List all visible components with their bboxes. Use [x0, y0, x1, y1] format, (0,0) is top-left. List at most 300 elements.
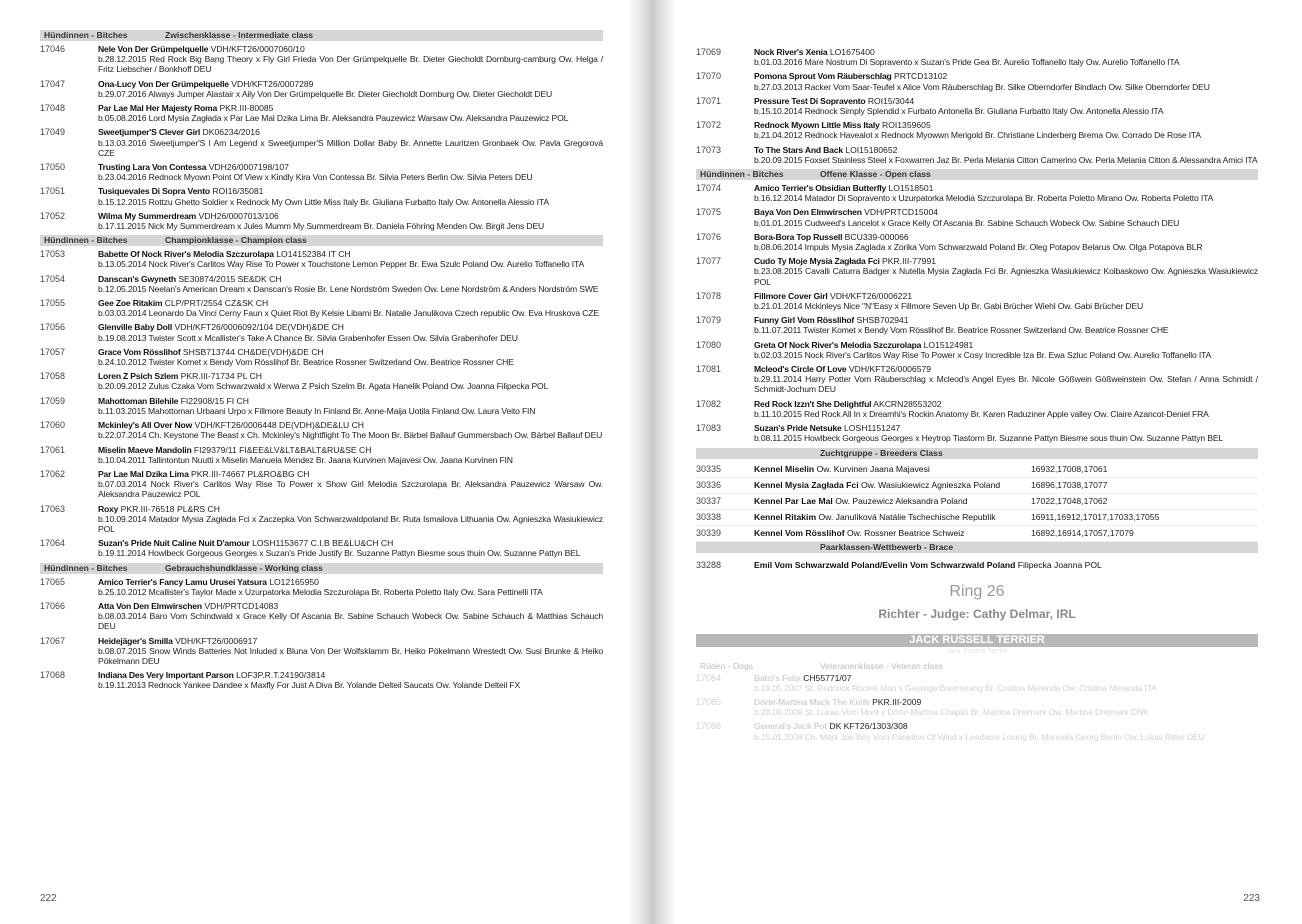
catalog-entry [40, 79, 603, 99]
catalog-entry [40, 670, 603, 690]
dog-name: Roxy [98, 503, 119, 514]
entry-title-line [98, 636, 603, 646]
entry-body [98, 211, 603, 231]
pedigree-details: b.21.01.2014 Mckinleys Nice "N"Easy x Fillmore Seven Up Br. Gabi Brücher Wiehl Ow. Gabi Brücher DEU [754, 301, 1144, 312]
dog-name: Amico Terrier's Obsidian Butterfly [754, 183, 887, 194]
entry-title-line [754, 207, 1258, 217]
entry-body [98, 44, 603, 75]
section-class-label: Championklasse - Champion class [165, 235, 307, 246]
kennel-owner: Ow. Pauzewicz Aleksandra Poland [835, 495, 968, 506]
pedigree-details: b.27.03.2013 Racker Vom Saar-Teufel x Alice Vom Räuberschlag Br. Silke Oberndorfer Bindlach Ow. Silke Oberndorfer DEU [754, 81, 1210, 92]
entry-body [98, 103, 603, 123]
dog-name: Babette Of Nock River's Melodia Szczurolapa [98, 249, 274, 260]
entry-body [754, 207, 1258, 227]
entry-title-line [754, 71, 1258, 81]
dog-name: Atta Von Den Elmwirschen [98, 600, 202, 611]
entry-body [98, 186, 603, 206]
entry-title-line [98, 420, 603, 430]
entry-number: 30339 [696, 527, 722, 538]
entry-body [98, 396, 603, 416]
registration-number: LOSH1153677 C.I.B BE&LU&CH CH [252, 538, 394, 549]
breeders-group-row [696, 526, 1258, 542]
catalog-entry [40, 322, 603, 342]
catalog-entry [696, 256, 1258, 287]
entry-number: 17081 [696, 364, 722, 375]
catalog-entry [696, 183, 1258, 203]
entry-title-line [98, 538, 603, 548]
entry-body [98, 322, 603, 342]
registration-number: AKCRN28553202 [873, 398, 942, 409]
registration-number: LO1518501 [888, 183, 934, 194]
section-class-label: Offene Klasse - Open class [820, 169, 931, 180]
entry-title-line [754, 96, 1258, 106]
class-section-header [40, 563, 603, 574]
page-number-left: 222 [40, 893, 57, 904]
catalog-entry [696, 315, 1258, 335]
entry-title-line [754, 721, 1258, 731]
kennel-name: Kennel Par Lae Mal [754, 495, 833, 506]
registration-number: BCU339-000066 [844, 231, 909, 242]
pedigree-details: b.12.05.2015 Neelan's American Dream x Danscan's Rosie Br. Lene Nordström Sweden Ow. Lene Nordström & Anders Nordström SWE [98, 283, 599, 294]
entry-number: 17050 [40, 162, 66, 173]
faded-class-header [696, 660, 1258, 673]
entry-body [98, 298, 603, 318]
pedigree-details: b.01.03.2016 Mare Nostrum Di Sopravento x Suzan's Pride Gea Br. Aurelio Toffanello Italy Ow. Aurelio Toffanello ITA [754, 57, 1180, 68]
entry-body [98, 162, 603, 182]
dog-name: Nele Von Der Grümpelquelle [98, 44, 209, 54]
brace-name-line [754, 557, 1102, 573]
pedigree-details: b.15.12.2015 Rottzu Ghetto Soldier x Rednock My Own Little Miss Italy Br. Giuliana Furbatto Italy Ow. Antonella Alessio ITA [98, 196, 549, 207]
pedigree-details: b.15.01.2008 Ch. Mark Joe Boy Vom Paradise Of Wind x Leadacre Loving Br. Manuela Georg Berlin Ow. Lukas Ritter DEU [754, 731, 1205, 742]
catalog-entry [696, 399, 1258, 419]
registration-number: LO1675400 [829, 47, 875, 57]
pedigree-details: b.19.08.2013 Twister Scott x Mcallister's Take A Chance Br. Silvia Grabenhofer Essen Ow. Silvia Grabenhofer DEU [98, 332, 518, 343]
dog-name: Danscan's Gwyneth [98, 273, 176, 284]
kennel-owner: Ow. Janulíková Natálie Tschechische Republik [818, 511, 996, 522]
pedigree-details: b.21.04.2012 Rednock Havealot x Rednock Myowwn Merigold Br. Christiane Linderberg Brema Ow. Corrado De Rose ITA [754, 130, 1202, 141]
registration-number: VDH/KFT26/0006221 [829, 290, 913, 301]
pedigree-details: b.13.05.2014 Nock River's Carlitos Way Rise To Power x Touchstone Lemon Pepper Br. Ewa Szulc Poland Ow. Aurelio Toffanello ITA [98, 259, 585, 270]
pedigree-details: b.17.11.2015 Nick My Summerdream x Jules Mumm My Summerdream Br. Daniela Föhring Menden Ow. Birgit Jens DEU [98, 221, 545, 232]
entry-title-line [754, 697, 1258, 707]
breeders-group-row [696, 494, 1258, 510]
entry-body [754, 697, 1258, 717]
entry-number: 30336 [696, 479, 722, 490]
entry-number: 17076 [696, 231, 722, 242]
pedigree-details: b.23.08.2015 Cavalli Caturra Badger x Nutella Mysia Zagłada Fci Br. Agnieszka Wasiukiewicz Kolbaskowo Ow. Agnieszka Wasiukiewicz POL [754, 266, 1258, 287]
pedigree-details: b.02.03.2015 Nock River's Carlitos Way Rise To Power x Cosy Incredible Iza Br. Ewa Szluc Poland Ow. Aurelio Toffanello ITA [754, 349, 1212, 360]
catalog-entry [696, 96, 1258, 116]
pedigree-details: b.03.03.2014 Leonardo Da Vinci Cerny Faun x Quiet Riot By Kelsie Libami Br. Natalie Janulikova Czech republic Ow. Eva Hruskova CZE [98, 308, 600, 319]
entry-body [754, 423, 1258, 443]
catalog-entry [696, 673, 1258, 693]
entry-body [754, 232, 1258, 252]
entry-body [754, 364, 1258, 395]
catalog-entry [40, 347, 603, 367]
entry-body [98, 274, 603, 294]
pedigree-details: b.19.05.2007 St. Rednock Rocket Man x Gaywige Boomerang Br. Cristina Merenda Ow. Cristina Merenda ITA [754, 682, 1157, 693]
entry-body [754, 340, 1258, 360]
entry-number: 17074 [696, 183, 722, 194]
entry-title-line [754, 673, 1258, 683]
entry-number: 17065 [40, 576, 66, 587]
left-catalog-column [40, 30, 603, 695]
entry-number: 30335 [696, 463, 722, 474]
catalog-entry [696, 697, 1258, 717]
dog-name: Miselin Maeve Mandolin [98, 444, 192, 455]
entry-title-line [98, 322, 603, 332]
breed-subtitle: Jack Russell Terrier [946, 647, 1008, 655]
registration-number: PKR.III-80085 [219, 103, 274, 114]
brace-name: Emil Vom Schwarzwald Poland/Evelin Vom Schwarzwald Poland [754, 559, 1016, 570]
catalog-entry [696, 340, 1258, 360]
pedigree-details: b.11.10.2015 Red Rock All In x Dreamhi's Rockin Anatomy Br. Karen Raduziner Apple valley Ow. Claire Azancot-Deniel FRA [754, 408, 1209, 419]
left-page [0, 0, 628, 924]
class-section-header [40, 30, 603, 41]
entry-body [98, 79, 603, 99]
entry-number: 17051 [40, 186, 66, 197]
right-page [676, 0, 1302, 924]
pedigree-details: b.10.04.2011 Tallintontun Nuutti x Miselin Manuela Mendez Br. Jaana Kurvinen Majavesi Ow. Jaana Kurvinen FIN [98, 454, 513, 465]
registration-number: FI22908/15 FI CH [180, 395, 249, 406]
catalog-entry [696, 47, 1258, 67]
entry-body [98, 538, 603, 558]
pedigree-details: b.08.11.2015 Howlbeck Gorgeous Georges x Heytrop Tiastorm Br. Suzanne Pattyn Biesme sous thuin Ow. Suzanne Pattyn BEL [754, 433, 1224, 444]
catalog-entry [40, 445, 603, 465]
catalog-entry [696, 145, 1258, 165]
catalog-entry [40, 274, 603, 294]
catalog-entry [40, 162, 603, 182]
catalog-entry [40, 420, 603, 440]
entry-number: 17057 [40, 346, 66, 357]
brace-entry [696, 557, 1258, 573]
entry-title-line [98, 274, 603, 284]
entry-body [98, 504, 603, 535]
pedigree-details: b.28.12.2015 Red Rock Big Bang Theory x Fly Girl Frieda Von Der Grümpelquelle Br. Dieter Giecholdt Dornburg-camburg Ow. Helga / Fritz Liebscher / Bonkhoff DEU [98, 54, 603, 75]
section-sex-label: Hündinnen - Bitches [44, 562, 128, 573]
dog-name: Dörte-Martina Mack The Knife [754, 696, 870, 707]
catalog-entry [40, 298, 603, 318]
entry-title-line [98, 577, 603, 587]
pedigree-details: b.25.10.2012 Mcallister's Taylor Made x Uzurpatorka Melodia Szczurolapa Br. Roberta Poletto Italy Ow. Sara Pettinelli ITA [98, 586, 543, 597]
pedigree-details: b.07.03.2014 Nock River's Carlitos Way Rise To Power x Show Girl Melodia Szczurolapa Br. Aleksandra Pauzewicz Warsaw Ow. Aleksandra Pauzewicz POL [98, 479, 603, 500]
registration-number: ROI15/3044 [867, 95, 915, 106]
entry-number: 17056 [40, 322, 66, 333]
entry-number: 17066 [40, 600, 66, 611]
entry-number: 17053 [40, 249, 66, 260]
kennel-dog-numbers: 16932,17008,17061 [1031, 463, 1108, 474]
pedigree-details: b.11.07.2011 Twister Komet x Bendy Vom Rösslihof Br. Beatrice Rossner Switzerland Ow. Beatrice Rossner CHE [754, 325, 1169, 336]
registration-number: VDH/PRTCD14083 [204, 600, 279, 611]
catalog-entry [696, 120, 1258, 140]
dog-name: General's Jack Pot [754, 721, 827, 732]
pedigree-details: b.10.09.2014 Matador Mysia Zagłada Fci x Zaczepka Von Schwarzwaldpoland Br. Ruta Ismailova Lithuania Ow. Agnieszka Wasiukiewicz POL [98, 513, 603, 534]
pedigree-details: b.11.03.2015 Mahottoman Urbaani Urpo x Fillmore Beauty In Finland Br. Anne-Maija Uotila Finland Ow. Laura Veito FIN [98, 405, 536, 416]
entry-body [98, 371, 603, 391]
kennel-name-line [754, 462, 930, 477]
class-section-header [40, 235, 603, 246]
catalog-entry [40, 127, 603, 158]
class-section-header [696, 448, 1258, 459]
kennel-owner: Ow. Wasiukiewicz Agnieszka Poland [860, 479, 1001, 490]
catalog-entry [40, 249, 603, 269]
entry-number: 17054 [40, 273, 66, 284]
catalog-entry [40, 396, 603, 416]
kennel-name: Kennel Ritakim [754, 511, 817, 522]
catalog-entry [40, 577, 603, 597]
entry-title-line [98, 79, 603, 89]
section-class-label: Zuchtgruppe - Breeders Class [820, 447, 943, 458]
entry-title-line [98, 103, 603, 113]
entry-number: 17048 [40, 103, 66, 114]
dog-name: Suzan's Pride Nuit Caline Nuit D'amour [98, 538, 250, 549]
registration-number: ROI1359605 [881, 120, 931, 131]
pedigree-details: b.20.09.2012 Zulus Czaka Vom Schwarzwald x Werwa Z Psich Szelm Br. Agata Hanelik Poland Ow. Joanna Filipecka POL [98, 381, 549, 392]
entry-title-line [98, 347, 603, 357]
kennel-owner: Ow. Rossner Beatrice Schweiz [846, 527, 965, 538]
registration-number: VDH/KFT26/0007060/10 [210, 44, 305, 54]
catalog-entry [696, 71, 1258, 91]
entry-number: 17077 [696, 256, 722, 267]
entry-body [754, 315, 1258, 335]
entry-title-line [754, 120, 1258, 130]
registration-number: LOI15180652 [845, 144, 898, 155]
pedigree-details: b.23.04.2016 Rednock Myown Point Of View x Kindly Kira Von Contessa Br. Silvia Peters Berlin Ow. Silvia Peters DEU [98, 172, 533, 183]
entry-body [98, 636, 603, 667]
dog-name: Cudo Ty Moje Mysia Zagłada Fci [754, 256, 880, 267]
dog-name: Ona-Lucy Von Der Grümpelquelle [98, 78, 229, 89]
entry-title-line [98, 249, 603, 259]
pedigree-details: b.16.12.2014 Matador Di Sopravento x Uzurpatorka Melodia Szczurolapa Br. Roberta Poletto Mirano Ow. Roberta Poletto ITA [754, 193, 1214, 204]
breed-title-bar: JACK RUSSELL TERRIER [696, 634, 1258, 647]
entry-title-line [98, 211, 603, 221]
entry-title-line [98, 127, 603, 137]
registration-number: LO14152384 IT CH [276, 249, 351, 260]
right-catalog-column [696, 47, 1258, 746]
dog-name: Loren Z Psich Szlem [98, 371, 179, 382]
catalog-entry [40, 601, 603, 632]
entry-number: 17085 [696, 696, 722, 707]
entry-body [98, 601, 603, 632]
catalog-entry [696, 721, 1258, 741]
pedigree-details: b.08.07.2015 Snow Winds Batteries Not Inluded x Bluna Von Der Wolfsklamm Br. Heiko Pökelmann Wrestedt Ow. Susi Brunke & Heiko Pökelmann DEU [98, 645, 603, 666]
kennel-dog-numbers: 17022,17048,17062 [1031, 495, 1108, 506]
entry-number: 17084 [696, 672, 722, 683]
brace-owner: Filipecka Joanna POL [1017, 559, 1102, 570]
pedigree-details: b.19.11.2014 Howlbeck Gorgeous Georges x Suzan's Pride Justify Br. Suzanne Pattyn Biesme sous thuin Ow. Suzanne Pattyn BEL [98, 548, 581, 559]
registration-number: LO15124981 [923, 339, 974, 350]
entry-body [98, 347, 603, 367]
entry-title-line [98, 469, 603, 479]
entry-number: 17069 [696, 47, 722, 57]
dog-name: Tusiquevales Di Sopra Vento [98, 186, 210, 197]
entry-title-line [98, 371, 603, 381]
entry-number: 30338 [696, 511, 722, 522]
entry-number: 17060 [40, 420, 66, 431]
kennel-dog-numbers: 16911,16912,17017,17033,17055 [1031, 511, 1160, 522]
entry-number: 17067 [40, 635, 66, 646]
entry-number: 17070 [696, 71, 722, 82]
registration-number: VDH26/0007198/107 [208, 162, 289, 173]
entry-body [754, 120, 1258, 140]
entry-body [98, 127, 603, 158]
kennel-dog-numbers: 16892,16914,17057,17079 [1031, 527, 1134, 538]
entry-title-line [98, 298, 603, 308]
registration-number: VDH/PRTCD15004 [864, 207, 939, 218]
registration-number: PKR.III-76518 PL&RS CH [120, 503, 220, 514]
pedigree-details: b.08.03.2014 Baro Vom Schindwald x Grace Kelly Of Ascania Br. Sabine Schauch Wobeck Ow. Sabine Schauch & Matthias Schauch DEU [98, 611, 603, 632]
entry-body [754, 399, 1258, 419]
entry-body [98, 670, 603, 690]
entry-title-line [98, 396, 603, 406]
dog-name: Mckinley's All Over Now [98, 420, 193, 431]
registration-number: LOF3P.R.T.24190/3814 [236, 670, 326, 681]
kennel-name-line [754, 494, 968, 509]
pedigree-details: b.24.10.2012 Twister Komet x Bendy Vom Rösslihof Br. Beatrice Rossner Switzerland Ow. Beatrice Rossner CHE [98, 357, 514, 368]
dog-name: Wilma My Summerdream [98, 210, 197, 221]
entry-number: 17049 [40, 127, 66, 138]
entry-title-line [98, 504, 603, 514]
entry-number: 30337 [696, 495, 722, 506]
catalog-entry [40, 636, 603, 667]
section-sex-label: Hündinnen - Bitches [44, 30, 128, 40]
section-class-label: Gebrauchshundklasse - Working class [165, 562, 323, 573]
book-gutter [628, 0, 676, 924]
dog-name: Nock River's Xenia [754, 47, 828, 57]
catalog-entry [40, 538, 603, 558]
catalog-entry [40, 371, 603, 391]
registration-number: PKR.III-77991 [882, 256, 937, 267]
kennel-name-line [754, 510, 996, 525]
catalog-entry [696, 364, 1258, 395]
registration-number: VDH/KFT26/0006579 [848, 364, 932, 375]
entry-title-line [98, 186, 603, 196]
entry-title-line [98, 601, 603, 611]
registration-number: FI29379/11 FI&EE&LV&LT&BALT&RU&SE CH [193, 444, 372, 455]
entry-body [754, 47, 1258, 67]
pedigree-details: b.08.06.2014 Impuls Mysia Zaglada x Zorika Vom Schwarzwald Poland Br. Oleg Potapov Belarus Ow. Olga Potapova BLR [754, 242, 1203, 253]
entry-body [98, 445, 603, 465]
registration-number: PRTCD13102 [893, 71, 948, 82]
registration-number: PKR.III-74667 PL&RO&BG CH [191, 468, 310, 479]
dog-name: Par Lae Mal Dzika Lima [98, 468, 189, 479]
dog-name: Par Lae Mal Her Majesty Roma [98, 103, 218, 114]
catalog-entry [40, 186, 603, 206]
entry-title-line [98, 445, 603, 455]
entry-title-line [754, 291, 1258, 301]
dog-name: Pomona Sprout Vom Räuberschlag [754, 71, 892, 82]
dog-name: Mahottoman Bilehile [98, 395, 179, 406]
entry-number: 17058 [40, 371, 66, 382]
registration-number: SE30874/2015 SE&DK CH [178, 273, 282, 284]
dog-name: Bora-Bora Top Russell [754, 231, 843, 242]
registration-number: VDH/KFT26/0006448 DE(VDH)&DE&LU CH [194, 420, 365, 431]
catalog-entry [696, 423, 1258, 443]
entry-body [754, 96, 1258, 116]
entry-title-line [754, 423, 1258, 433]
kennel-dog-numbers: 16896,17038,17077 [1031, 479, 1108, 490]
entry-number: 17047 [40, 78, 66, 89]
pedigree-details: b.29.07.2016 Always Jumper Alastair x Aily Von Der Grümpelquelle Br. Dieter Giecholdt Dornburg Ow. Dieter Giecholdt DEU [98, 88, 553, 99]
pedigree-details: b.05.08.2016 Lord Mysia Zagłada x Par Lae Mal Dzika Lima Br. Aleksandra Pauzewicz Warsaw Ow. Aleksandra Pauzewicz POL [98, 113, 569, 124]
dog-name: Pressure Test Di Sopravento [754, 95, 866, 106]
entry-number: 17075 [696, 207, 722, 218]
entry-title-line [98, 670, 603, 680]
entry-number: 17063 [40, 503, 66, 514]
entry-title-line [754, 315, 1258, 325]
entry-body [754, 291, 1258, 311]
entry-title-line [754, 47, 1258, 57]
pedigree-details: b.15.10.2014 Rednock Simply Splendid x Furbato Antonella Br. Giuliana Furbatto Italy Ow. Antonella Alessio ITA [754, 106, 1164, 117]
catalog-entry [696, 207, 1258, 227]
section-sex-label: Rüden - Dogs [700, 660, 754, 671]
dog-name: Rednock Myown Little Miss Italy [754, 120, 880, 131]
entry-body [98, 577, 603, 597]
dog-name: Red Rock Izzn't She Delightful [754, 398, 872, 409]
entry-number: 17082 [696, 398, 722, 409]
breeders-group-row [696, 462, 1258, 478]
entry-body [98, 469, 603, 500]
dog-name: Amico Terrier's Fancy Lamu Urusei Yatsura [98, 576, 267, 587]
dog-name: Funny Girl Vom Rösslihof [754, 315, 855, 326]
entry-body [98, 249, 603, 269]
entry-number: 17079 [696, 315, 722, 326]
entry-body [98, 420, 603, 440]
catalog-entry [40, 504, 603, 535]
entry-number: 17064 [40, 538, 66, 549]
kennel-name: Kennel Mysia Zagłada Fci [754, 479, 859, 490]
faded-entries [696, 673, 1258, 742]
dog-name: Sweetjumper'S Clever Girl [98, 127, 201, 138]
ring-judge: Richter - Judge: Cathy Delmar, IRL [878, 606, 1076, 621]
dog-name: Heidejäger's Smilla [98, 635, 173, 646]
entry-number: 17073 [696, 144, 722, 155]
breeders-group-row [696, 478, 1258, 494]
entry-number: 17071 [696, 95, 722, 106]
entry-title-line [754, 399, 1258, 409]
dog-name: Fillmore Cover Girl [754, 290, 828, 301]
dog-name: Batzi's Felix [754, 672, 801, 683]
entry-title-line [98, 162, 603, 172]
pedigree-details: b.19.11.2013 Rednock Yankee Dandee x Maxfly For Just A Diva Br. Yolande Delteil Saucats Ow. Yolande Delteil FX [98, 680, 521, 691]
entry-body [754, 183, 1258, 203]
entry-number: 17078 [696, 290, 722, 301]
catalog-entry [40, 44, 603, 75]
pedigree-details: b.13.03.2016 Sweetjumper'S I Am Legend x Sweetjumper'S Million Dollar Baby Br. Annette Lauritzen Gronbaek Ow. Pavla Gregorová CZE [98, 137, 603, 158]
dog-name: Mcleod's Circle Of Love [754, 364, 847, 375]
entry-title-line [754, 340, 1258, 350]
registration-number: PKR.III-2009 [872, 696, 922, 707]
registration-number: PKR.III-71734 PL CH [180, 371, 262, 382]
entry-number: 33288 [696, 559, 722, 570]
kennel-name-line [754, 478, 1000, 493]
entry-title-line [754, 232, 1258, 242]
registration-number: LO12165950 [269, 576, 319, 587]
entry-number: 17061 [40, 444, 66, 455]
entry-title-line [754, 145, 1258, 155]
registration-number: LOSH1151247 [844, 423, 901, 434]
entry-title-line [754, 364, 1258, 374]
section-class-label: Paarklassen-Wettbewerb - Brace [820, 541, 954, 552]
section-sex-label: Hündinnen - Bitches [44, 235, 128, 246]
entry-number: 17068 [40, 670, 66, 681]
entry-title-line [98, 44, 603, 54]
registration-number: VDH/KFT26/0006092/104 DE(VDH)&DE CH [174, 322, 344, 333]
entry-number: 17062 [40, 468, 66, 479]
registration-number: DK KFT26/1303/308 [829, 721, 908, 732]
section-sex-label: Hündinnen - Bitches [700, 169, 784, 180]
entry-body [754, 256, 1258, 287]
